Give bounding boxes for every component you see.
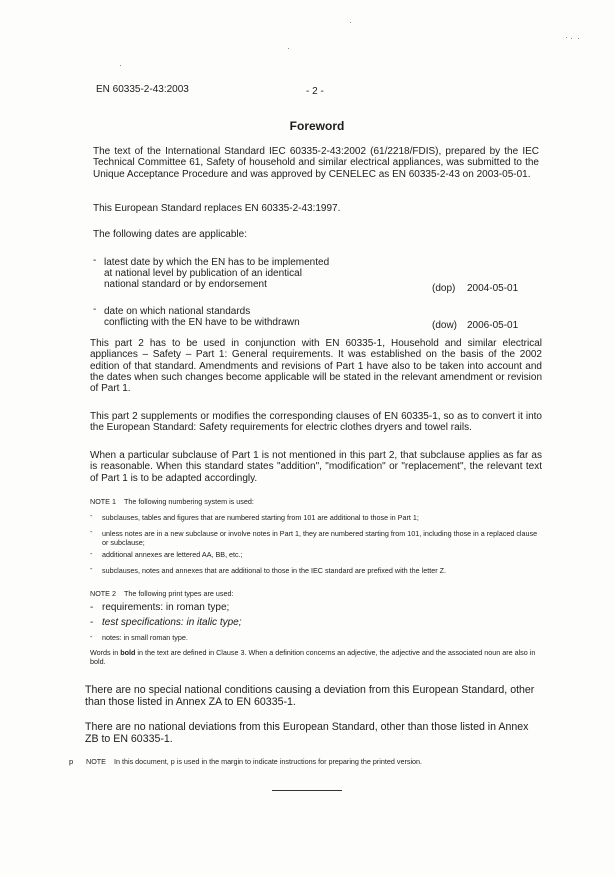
note2-item-small: notes: in small roman type.: [102, 633, 188, 642]
scan-speck: [566, 37, 567, 38]
bold-word: bold: [120, 648, 136, 657]
list-bullet: -: [90, 632, 93, 641]
list-bullet: -: [90, 511, 93, 520]
note2-text: The following print types are used:: [124, 589, 234, 598]
paragraph-part2-conjunction: This part 2 has to be used in conjunction with EN 60335-1, Household and similar electrical appliances – Safety – Part 1: General requirements. It was established on the basis of the 2002 edition of that standard. Amendments and revisions of Part 1 have also to be taken into account and the dates when such changes become applicable will be stated in the relevant amendment or revision of Part 1.: [90, 338, 542, 395]
date-value-dop: 2004-05-01: [467, 283, 519, 294]
paragraph-no-deviations: There are no national deviations from this European Standard, other than those listed in Annex ZB to EN 60335-1.: [85, 721, 529, 745]
list-bullet: -: [90, 527, 93, 536]
note1-item: unless notes are in a new subclause or involve notes in Part 1, they are numbered starting from 101, including those in a replaced clause or subclause;: [102, 529, 538, 547]
scan-speck: [350, 22, 351, 23]
note2-item-roman: requirements: in roman type;: [102, 602, 230, 613]
margin-note-text: In this document, p is used in the margin to indicate instructions for preparing the printed version.: [114, 757, 423, 766]
scan-speck: [288, 48, 289, 49]
scan-speck: [578, 38, 579, 39]
scan-speck: [571, 38, 572, 39]
note1-item: subclauses, tables and figures that are numbered starting from 101 are additional to those in Part 1;: [102, 513, 419, 522]
paragraph-intro: The text of the International Standard IEC 60335-2-43:2002 (61/2218/FDIS), prepared by the IEC Technical Committee 61, Safety of household and similar electrical appliances, was submitted to the Unique Acceptance Procedure and was approved by CENELEC as EN 60335-2-43 on 2003-05-01.: [93, 146, 539, 180]
list-bullet: -: [90, 617, 94, 628]
list-bullet: -: [93, 255, 97, 266]
date-item-dow-line-1: date on which national standards: [104, 306, 251, 317]
date-item-dop-line-1: latest date by which the EN has to be implemented: [104, 257, 330, 268]
list-bullet: -: [90, 602, 94, 613]
paragraph-part2-supplements: This part 2 supplements or modifies the corresponding clauses of EN 60335-1, so as to convert it into the European Standard: Safety requirements for electric clothes dryers and towel rails.: [90, 411, 542, 434]
paragraph-no-special-conditions: There are no special national conditions causing a deviation from this European Standard, other than those listed in Annex ZA to EN 60335-1.: [85, 684, 535, 708]
list-bullet: -: [90, 549, 93, 558]
note2-item-italic: test specifications: in italic type;: [102, 617, 242, 628]
end-rule: [272, 790, 342, 791]
date-value-dow: 2006-05-01: [467, 320, 519, 331]
margin-note-label: NOTE: [86, 757, 106, 766]
list-bullet: -: [90, 564, 93, 573]
note1-item: subclauses, notes and annexes that are additional to those in the IEC standard are prefixed with the letter Z.: [102, 566, 447, 575]
note1-item: additional annexes are lettered AA, BB, etc.;: [102, 550, 243, 559]
date-abbr-dop: (dop): [432, 283, 456, 294]
paragraph-replaces: This European Standard replaces EN 60335-2-43:1997.: [93, 203, 341, 214]
note1-label: NOTE 1: [90, 497, 116, 506]
date-item-dop-line-2: at national level by publication of an identical: [104, 268, 302, 279]
date-item-dop-line-3: national standard or by endorsement: [104, 279, 267, 290]
list-bullet: -: [93, 304, 97, 315]
page-title: Foreword: [289, 119, 345, 133]
note2-bold-words: Words in bold in the text are defined in Clause 3. When a definition concerns an adjective, the adjective and the associated noun are also in bold.: [90, 648, 536, 666]
margin-marker: p: [69, 757, 74, 766]
scan-speck: [120, 65, 121, 66]
date-abbr-dow: (dow): [432, 320, 458, 331]
header-standard-number: EN 60335-2-43:2003: [96, 84, 189, 95]
note1-text: The following numbering system is used:: [124, 497, 254, 506]
header-page-number: - 2 -: [306, 86, 324, 97]
paragraph-dates-intro: The following dates are applicable:: [93, 229, 247, 240]
note2-label: NOTE 2: [90, 589, 116, 598]
paragraph-subclause-rule: When a particular subclause of Part 1 is not mentioned in this part 2, that subclause applies as far as is reasonable. When this standard states "addition", "modification" or "replacement", the relevant text of Part 1 is to be adapted accordingly.: [90, 450, 542, 484]
date-item-dow-line-2: conflicting with the EN have to be withdrawn: [104, 317, 300, 328]
